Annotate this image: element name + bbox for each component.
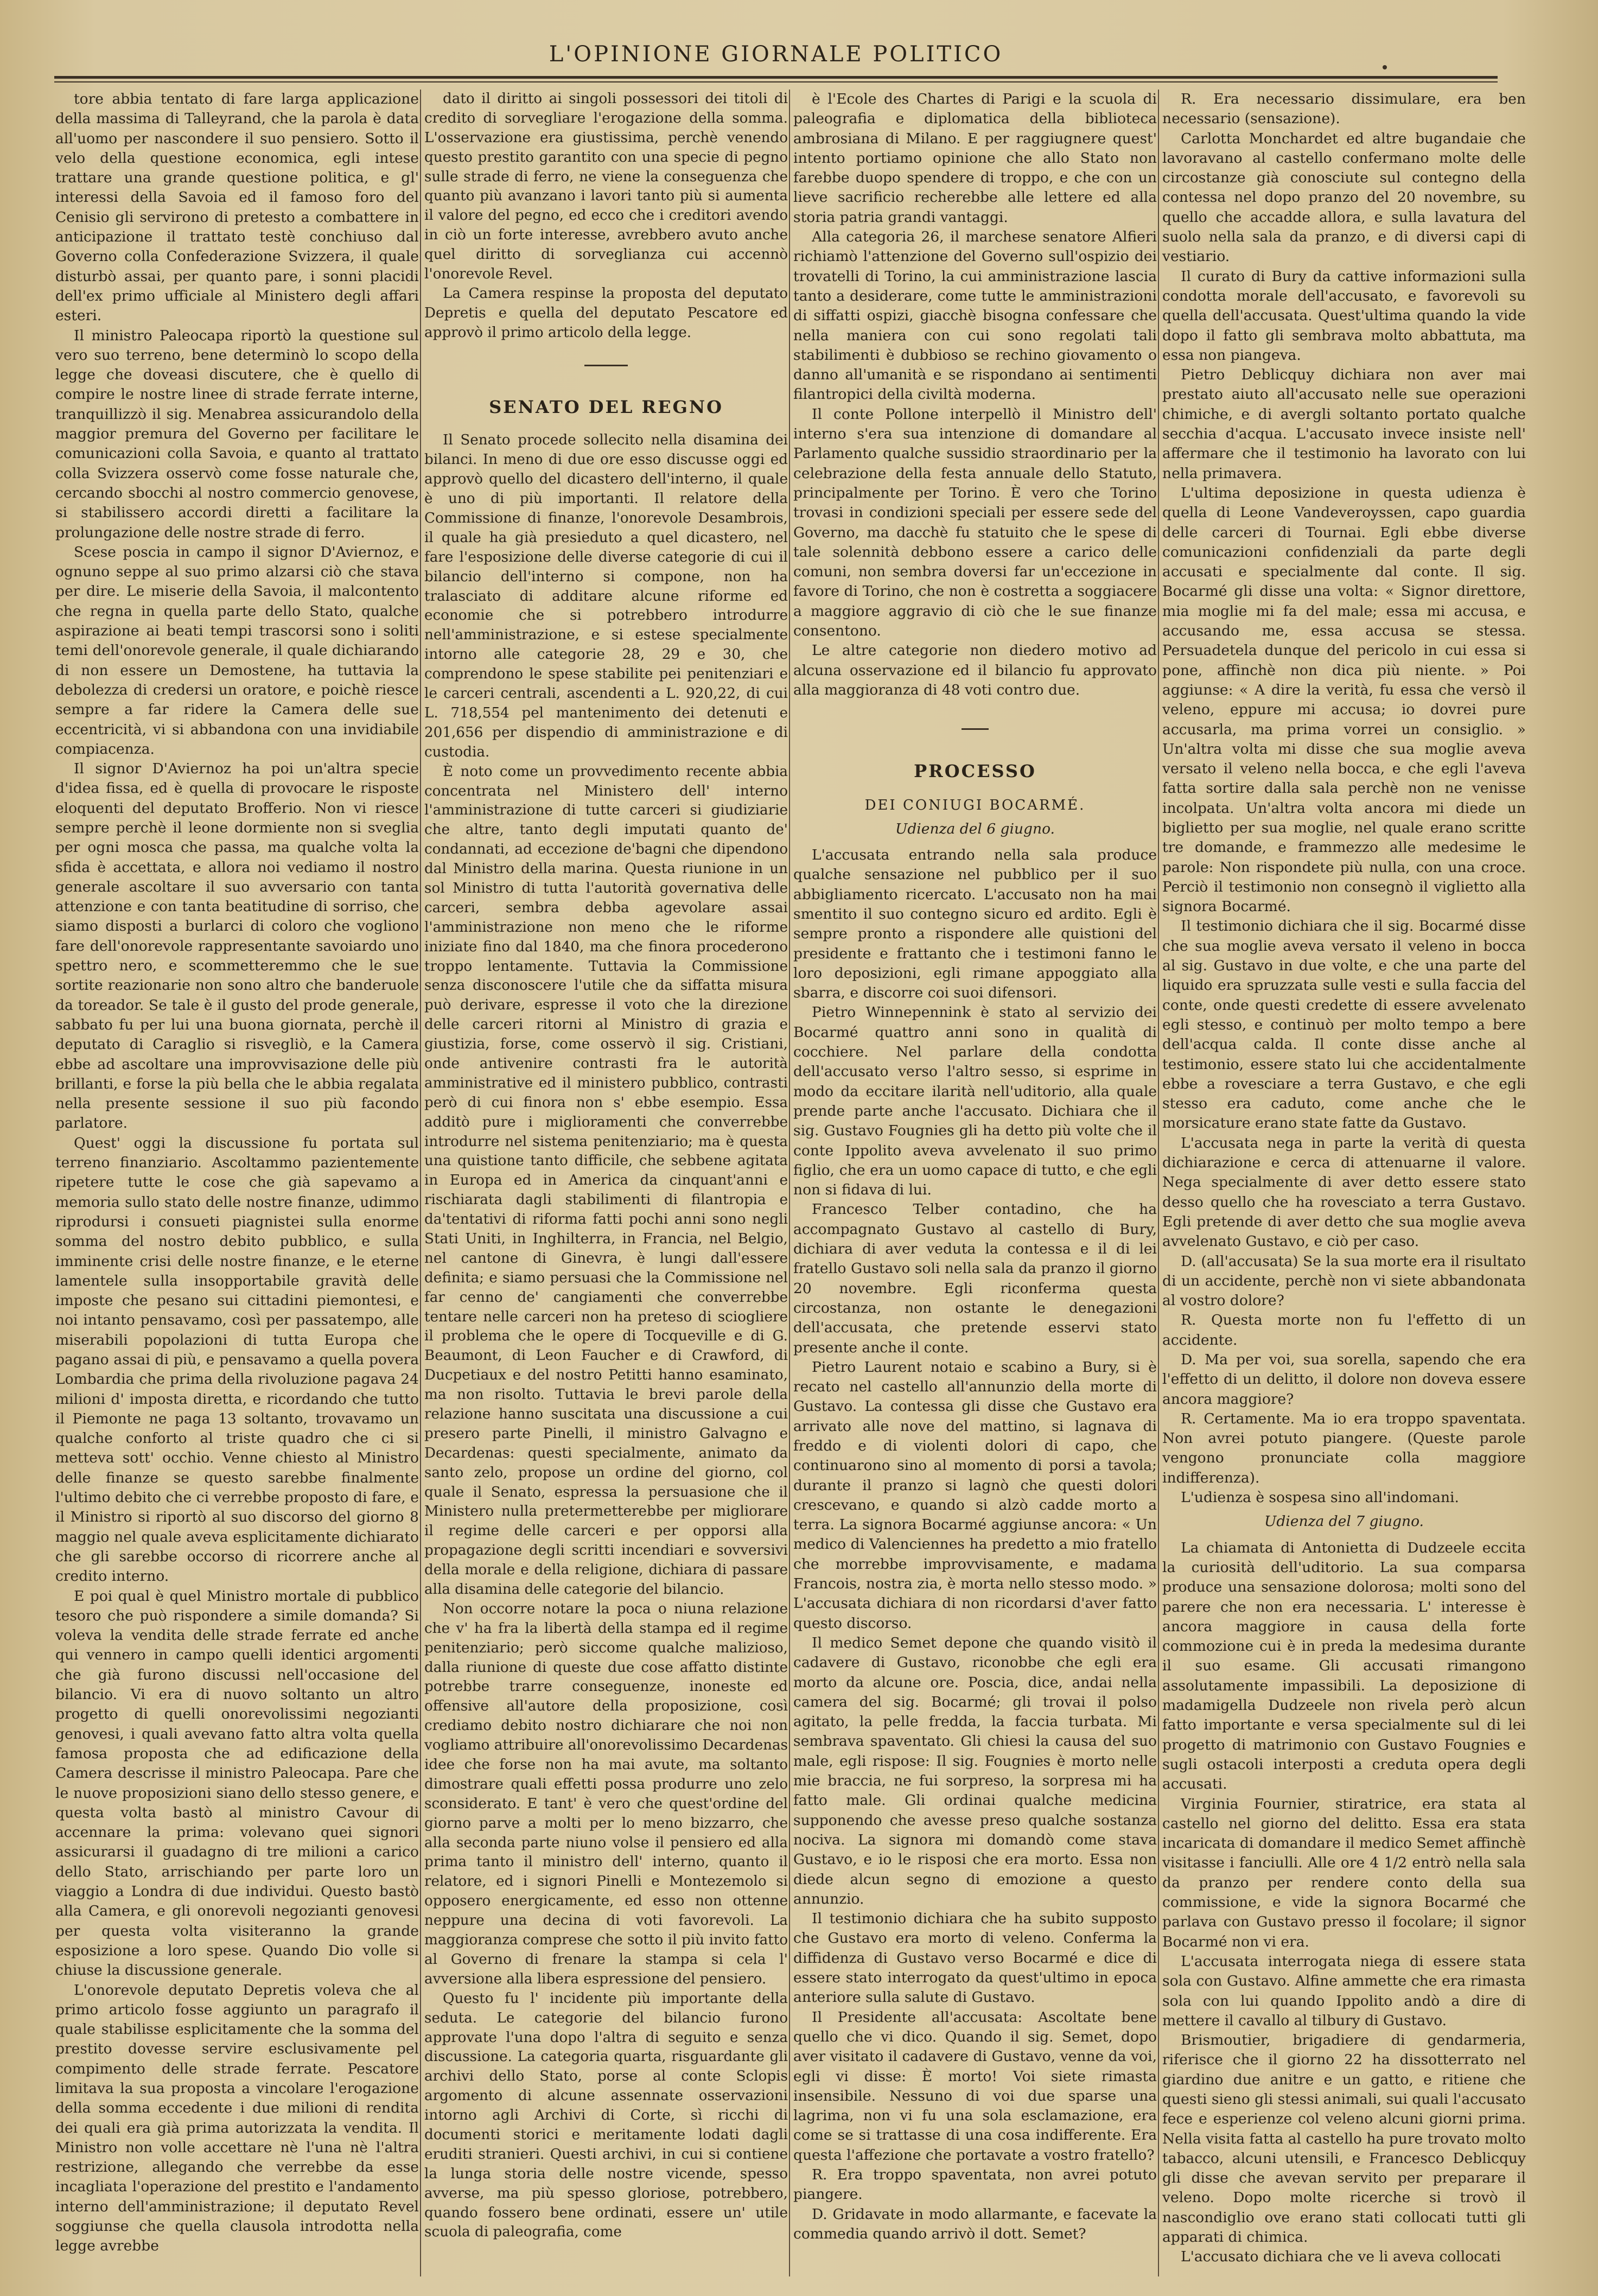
masthead-rule-thin: [54, 81, 1498, 82]
section-subtitle: DEI CONIUGI BOCARMÉ.: [864, 797, 1086, 813]
paragraph: Quest' oggi la discussione fu portata sul terreno finanziario. Ascoltammo pazientemente ripetere tutte le cose che già sapevamo a memoria sullo stato delle nostre finanze, udimmo riprodursi i consueti piagnistei sulla enorme somma del nostro debito pubblico, e sulla imminente crisi delle nostre finanze, e le eterne lamentele sulla insopportabile gravità delle imposte che pesano sui cittadini piemontesi, e noi intanto pensavamo, così per passatempo, alle miserabili popolazioni di tutta Europa che pagano assai di più, e pensavamo a quella povera Lombardia che prima della rivoluzione pagava 24 milioni d' imposta diretta, e ricordando che tutto il Piemonte ne paga 13 soltanto, trovavamo un qualche conforto al triste quadro che ci si metteva sott' occhio. Venne chiesto al Ministro delle finanze se questo sarebbe finalmente l'ultimo debito che ci verrebbe proposto di fare, e il Ministro si riportò al suo discorso del giorno 8 maggio nel quale aveva esplicitamente dichiarato che gli sarebbe occorso di ricorrere anche al credito interno.: [55, 1134, 419, 1585]
masthead-rule-thick: [54, 76, 1498, 79]
paragraph: L'accusata nega in parte la verità di questa dichiarazione e cerca di attenuarne il valore. Nega specialmente di aver detto essere stato desso quello che ha rovesciato a terra Gustavo. Egli pretende di aver detto che sua moglie aveva avvelenato Gustavo, e ciò per caso.: [1162, 1134, 1526, 1250]
paragraph: Pietro Laurent notaio e scabino a Bury, si è recato nel castello all'annunzio della morte di Gustavo. La contessa gli disse che Gustavo era arrivato alle nove del mattino, si lagnava di freddo e di violenti dolori di capo, che continuarono sino al momento di porsi a tavola; durante il pranzo si lagnò che questi dolori crescevano, e quando si alzò cadde morto a terra. La signora Bocarmé aggiunse ancora: « Un medico di Valenciennes ha predetto a mio fratello che morrebbe improvvisamente, e madama Francois, nostra zia, è morta nello stesso modo. » L'accusata dichiara di non ricordarsi d'aver fatto questo discorso.: [793, 1358, 1157, 1632]
column-separator: [789, 90, 790, 2276]
column-3: [793, 90, 1157, 2276]
section-divider: [962, 728, 989, 730]
paragraph: L'onorevole deputato Depretis voleva che al primo articolo fosse aggiunto un paragrafo il quale stabilisse esplicitamente che la somma del prestito dovesse servire esclusivamente pel compimento delle strade ferrate. Pescatore limitava la sua proposta a vincolare l'erogazione della somma eccedente i due milioni di rendita dei quali era già prima autorizzata la vendita. Il Ministro non volle accettare nè l'una nè l'altra restrizione, allegando che verrebbe da esse incagliata l'operazione del prestito e l'andamento interno dell'amministrazione; il deputato Revel soggiunse che quella clausola introdotta nella legge avrebbe: [55, 1981, 419, 2255]
section-title-senato: SENATO DEL REGNO: [489, 396, 723, 417]
masthead-title: L'OPINIONE GIORNALE POLITICO: [549, 42, 1003, 67]
paragraph: Il conte Pollone interpellò il Ministro dell' interno s'era sua intenzione di domandare al Parlamento qualche sussidio straordinario per la celebrazione della festa annuale dello Statuto, principalmente per Torino. È vero che Torino trovasi in condizioni speciali per essere sede del Governo, ma dacchè fu statuito che le spese di tale solennità debbono essere a carico delle comuni, non sembra doversi far un'eccezione in favore di Torino, che non è costretta a soggiacere a maggiore aggravio di ciò che le sue finanze consentono.: [793, 405, 1157, 640]
paragraph: R. Certamente. Ma io era troppo spaventata. Non avrei potuto piangere. (Queste parole vengono pronunciate colla maggiore indifferenza).: [1162, 1410, 1526, 1486]
paragraph: R. Questa morte non fu l'effetto di un accidente.: [1162, 1312, 1526, 1349]
paragraph: Le altre categorie non diedero motivo ad alcuna osservazione ed il bilancio fu approvato alla maggioranza di 48 voti contro due.: [793, 642, 1157, 698]
paragraph: L'udienza è sospesa sino all'indomani.: [1181, 1489, 1459, 1506]
paragraph: R. Era necessario dissimulare, era ben necessario (sensazione).: [1162, 91, 1526, 128]
section-title-processo: PROCESSO: [914, 761, 1036, 782]
paragraph: Il Senato procede sollecito nella disamina dei bilanci. In meno di due ore esso discusse oggi ed approvò quello del dicastero dell'interno, il quale è uno di più importanti. Il relatore della Commissione di finanze, l'onorevole Desambrois, il quale ha già presieduto a quel dicastero, nel fare l'esposizione delle diverse categorie di cui il bilancio dell'interno si compone, non ha tralasciato di additare alcune riforme ed economie che si potrebbero introdurre nell'amministrazione, e si estese specialmente intorno alle categorie 28, 29 e 30, che comprendono le spese stabilite pei penitenziari e le carceri centrali, ascendenti a L. 920,22, di cui L. 718,554 pel mantenimento dei detenuti e 201,656 per dispendio di amministrazione e di custodia.: [424, 432, 788, 760]
paragraph: è l'Ecole des Chartes di Parigi e la scuola di paleografia e diplomatica della biblioteca ambrosiana di Milano. E per raggiugnere quest' intento portiamo opinione che allo Stato non farebbe duopo spendere di troppo, e che con un lieve sacrificio recherebbe alle lettere ed alla storia patria grandi vantaggi.: [793, 91, 1157, 226]
paragraph: tore abbia tentato di fare larga applicazione della massima di Talleyrand, che la parola è data all'uomo per nascondere il suo pensiero. Sotto il velo della questione economica, egli intese trattare una grande questione politica, e gl' interessi della Savoia ed il famoso foro del Cenisio gli servirono di pretesto a combattere in anticipazione il trattato testè conchiuso dal Governo colla Confederazione Svizzera, il quale disturbò assai, per quanto pare, i sonni placidi dell'ex primo ufficiale al Ministero degli affari esteri.: [55, 91, 419, 325]
paragraph: Il curato di Bury da cattive informazioni sulla condotta morale dell'accusato, e favorevoli su quella dell'accusata. Quest'ultima quando la vide dopo il fatto gli sembrava molto abbattuta, ma essa non piangeva.: [1162, 268, 1526, 364]
paragraph: Non occorre notare la poca o niuna relazione che v' ha fra la libertà della stampa ed il regime penitenziario; però siccome qualche malizioso, dalla riunione di queste due cose affatto distinte potrebbe trarre conseguenze, inoneste ed offensive all'autore della proposizione, così crediamo debito nostro dichiarare che noi non vogliamo attribuire all'onorevolissimo Decardenas idee che forse non ha mai avute, ma soltanto dimostrare quali effetti possa produrre uno zelo sconsiderato. E tant' è vero che quest'ordine del giorno parve a molti per lo meno bizzarro, che alla seconda parte niuno volse il pensiero ed alla prima tanto il ministro dell' interno, quanto il relatore, ed i signori Pinelli e Montezemolo si opposero energicamente, ed esso non ottenne neppure una decina di voti favorevoli. La maggioranza comprese che sotto il più invito fatto al Governo di frenare la stampa si cela l' avversione alla libera espressione del pensiero.: [424, 1600, 788, 1987]
paragraph: È noto come un provvedimento recente abbia concentrata nel Ministero dell' interno l'amministrazione di tutte carceri si giudiziarie che altre, tanto degli imputati quanto de' condannati, ad eccezione de'bagni che dipendono dal Ministro della marina. Questa riunione in un sol Ministro di tutta l'autorità governativa delle carceri, sembra debba agevolare assai l'amministrazione non meno che le riforme iniziate fino dal 1840, ma che finora procederono troppo lentamente. Tuttavia la Commissione senza disconoscere l'utile che da siffatta misura può derivare, espresse il voto che la direzione delle carceri ritorni al Ministro di grazia e giustizia, forse, come osservò il sig. Cristiani, onde antivenire contrasti fra le autorità amministrative ed il ministero pubblico, contrasti però di cui finora non s' ebbe esempio. Essa additò pure i miglioramenti che converrebbe introdurre nel sistema penitenziario; ma è questa una quistione tanto difficile, che sebbene agitata in Europa ed in America da cinquant'anni e rischiarata dagli stabilimenti di filantropia e da'tentativi di riforma fatti pochi anni sono negli Stati Uniti, in Inghilterra, in Francia, nel Belgio, nel cantone di Ginevra, è lungi dall'essere definita; e siamo persuasi che la Commissione nel far cenno de' cangiamenti che converrebbe tentare nelle carceri non ha preteso di sciogliere il problema che le opere di Tocqueville e di G. Beaumont, di Leon Faucher e di Crawford, di Ducpetiaux e del nostro Petitti hanno esaminato, ma non risolto. Tuttavia le brevi parole della relazione hanno suscitata una discussione a cui presero parte Pinelli, il ministro Galvagno e Decardenas: questi specialmente, animato da santo zelo, propose un ordine del giorno, col quale il Senato, espressa la persuasione che il Ministero nulla pretermetterebbe per migliorare il regime delle carceri e per opporsi alla propagazione degli scritti incendiari e sovversivi della morale e della religione, dichiara di passare alla disamina delle categorie del bilancio.: [424, 763, 788, 1598]
paragraph: E poi qual è quel Ministro mortale di pubblico tesoro che può rispondere a simile domanda? Si voleva la vendita delle strade ferrate ed anche qui vennero in campo quelli identici argomenti che già furono discussi nell'occasione del bilancio. Vi era di nuovo soltanto un altro progetto di quelli onorevolissimi negozianti genovesi, i quali avevano fatto altra volta quella famosa proposta che ad edificazione della Camera descrisse il ministro Paleocapa. Pare che le nuove proposizioni siano dello stesso genere, e questa volta bastò al ministro Cavour di accennare la prima: volevano quei signori assicurarsi il guadagno di tre milioni a carico dello Stato, arrischiando per parte loro un viaggio a Londra di due individui. Questo bastò alla Camera, e gli onorevoli negozianti genovesi per questa volta visiteranno la grande esposizione a loro spese. Quando Dio volle si chiuse la discussione generale.: [55, 1587, 419, 1979]
paragraph: Scese poscia in campo il signor D'Aviernoz, e ognuno seppe al suo primo alzarsi ciò che stava per dire. Le miserie della Savoia, il malcontento che regna in quella parte dello Stato, qualche aspirazione ai beati tempi trascorsi sono i soliti temi dell'onorevole generale, il quale dichiarando di non essere un Demostene, ha tuttavia la debolezza di credersi un oratore, e poichè riesce sempre a far ridere la Camera delle sue eccentricità, vi si abbandona con una invidiabile compiacenza.: [55, 543, 419, 758]
paragraph: L'accusata entrando nella sala produce qualche sensazione nel pubblico per il suo abbigliamento ricercato. L'accusato non ha mai smentito il suo contegno sicuro ed ardito. Egli è sempre pronto a rispondere alle quistioni del presidente e frattanto che i testimoni fanno le loro deposizioni, egli rimane appoggiato alla sbarra, e discorre coi suoi difensori.: [793, 847, 1157, 1002]
paragraph: Pietro Deblicquy dichiara non aver mai prestato aiuto all'accusato nelle sue operazioni chimiche, e di avergli soltanto portato qualche secchia d'acqua. L'accusato invece insiste nell' affermare che il testimonio ha lavorato con lui nella primavera.: [1162, 366, 1526, 482]
column-separator: [1158, 90, 1159, 2276]
paragraph: Carlotta Monchardet ed altre bugandaie che lavoravano al castello confermano molte delle circostanze già conosciute sul contegno della contessa nel dopo pranzo del 20 novembre, su quello che accadde allora, e sulla lavatura del suolo nella sala da pranzo, e di diversi capi di vestiario.: [1162, 130, 1526, 265]
section-divider: [584, 365, 628, 366]
paragraph: Il Presidente all'accusata: Ascoltate bene quello che vi dico. Quando il sig. Semet, dopo aver visitato il cadavere di Gustavo, venne da voi, egli vi disse: È morto! Voi siete rimasta insensibile. Nessuno di voi due sparse una lagrima, non vi fu una sola esclamazione, era come se si trattasse di una cosa indifferente. Era questa l'affezione che portavate a vostro fratello?: [793, 2008, 1157, 2164]
paragraph: D. Ma per voi, sua sorella, sapendo che era l'effetto di un delitto, il dolore non doveva essere ancora maggiore?: [1162, 1351, 1526, 1408]
paragraph: D. (all'accusata) Se la sua morte era il risultato di un accidente, perchè non vi siete abbandonata al vostro dolore?: [1162, 1252, 1526, 1309]
paragraph: Pietro Winnepennink è stato al servizio dei Bocarmé quattro anni sono in qualità di cocchiere. Nel parlare della condotta dell'accusato verso l'altro sesso, si esprime in modo da eccitare ilarità nell'uditorio, alla quale prende parte anche l'accusato. Dichiara che il sig. Gustavo Fougnies gli ha detto più volte che il conte Ippolito aveva avvelenato il suo primo figlio, che era un uomo capace di tutto, e che egli non si fidava di lui.: [793, 1004, 1157, 1199]
paragraph: Virginia Fournier, stiratrice, era stata al castello nel giorno del delitto. Essa era stata incaricata di domandare il medico Semet affinchè visitasse i fanciulli. Alle ore 4 1/2 entrò nella sala da pranzo per rendere conto della sua commissione, e vide la signora Bocarmé che parlava con Gustavo presso il focolare; il signor Bocarmé non vi era.: [1162, 1795, 1526, 1950]
paragraph: Il ministro Paleocapa riportò la questione sul vero suo terreno, bene determinò lo scopo della legge che doveasi discutere, che è quello di compire le nostre linee di strade ferrate interne, tranquillizzò il sig. Menabrea assicurandolo della maggior premura del Governo per facilitare le comunicazioni colla Savoia, e quanto al trattato colla Svizzera osservò come fosse naturale che, cercando sbocchi al nostro commercio genovese, si stabilissero accordi diretti a facilitare la prolungazione delle nostre strade di ferro.: [55, 327, 419, 541]
paragraph: R. Era troppo spaventata, non avrei potuto piangere.: [793, 2166, 1157, 2203]
paragraph: Il medico Semet depone che quando visitò il cadavere di Gustavo, riconobbe che egli era morto da alcune ore. Poscia, dice, andai nella camera del sig. Bocarmé; gli trovai il polso agitato, la pelle fredda, la faccia turbata. Mi sembrava spaventato. Gli chiesi la causa del suo male, egli rispose: Il sig. Fougnies è morto nelle mie braccia, ne fui sorpreso, la sorpresa mi ha fatto male. Gli ordinai qualche medicina supponendo che avesse preso qualche sostanza nociva. La signora mi domandò come stava Gustavo, e io le risposi che era morto. Essa non diede alcun segno di emozione a questo annunzio.: [793, 1634, 1157, 1907]
paragraph: Il testimonio dichiara che il sig. Bocarmé disse che sua moglie aveva versato il veleno in bocca al sig. Gustavo in due volte, e che una parte del liquido era spruzzata sulle vesti e sulla faccia del conte, onde questi credette di essere avvelenato egli stesso, e continuò per molto tempo a bere dell'acqua calda. Il conte disse anche al testimonio, essere stato lui che accidentalmente ebbe a rovesciare a terra Gustavo, e che egli stesso era caduto, come anche che le morsicature erano state fatte da Gustavo.: [1162, 918, 1526, 1132]
paragraph: Il testimonio dichiara che ha subito supposto che Gustavo era morto di veleno. Conferma la diffidenza di Gustavo verso Bocarmé e dice di essere stato interrogato da quest'ultimo in epoca anteriore sulla salute di Gustavo.: [793, 1910, 1157, 2006]
column-4: [1162, 90, 1526, 2276]
paragraph: L'accusata interrogata niega di essere stata sola con Gustavo. Alfine ammette che era rimasta sola con lui quando Ippolito andò a dire di mettere il cavallo al tilbury di Gustavo.: [1162, 1952, 1526, 2029]
paragraph: L'accusato dichiara che ve li aveva collocati: [1181, 2248, 1501, 2266]
paragraph: dato il diritto ai singoli possessori dei titoli di credito di sorvegliare l'erogazione della somma. L'osservazione era giustissima, perchè venendo questo prestito garantito con una specie di pegno sulle strade di ferro, ne viene la conseguenza che quanto più avanzano i lavori tanto più si aumenta il valore del pegno, ed ecco che i creditori avendo in ciò un forte interesse, avrebbero avuto anche quel diritto di sorveglianza cui accennò l'onorevole Revel.: [424, 91, 788, 283]
hearing-date: Udienza del 6 giugno.: [895, 820, 1055, 837]
page-mark: [1383, 65, 1387, 69]
column-separator: [420, 90, 421, 2276]
paragraph: Questo fu l' incidente più importante della seduta. Le categorie del bilancio furono approvate l'una dopo l'altra di seguito e senza discussione. La categoria quarta, risguardante gli archivi dello Stato, porse al conte Sclopis argomento di alcune assennate osservazioni intorno agli Archivi di Corte, sì ricchi di documenti storici e meritamente lodati dagli eruditi stranieri. Questi archivi, in cui si contiene la lunga storia delle nostre vicende, spesso avverse, ma più spesso gloriose, potrebbero, quando fossero bene ordinati, essere un' utile scuola di paleografia, come: [424, 1990, 788, 2241]
column-2: [424, 90, 788, 2276]
hearing-date: Udienza del 7 giugno.: [1264, 1513, 1424, 1530]
paragraph: Il signor D'Aviernoz ha poi un'altra specie d'idea fissa, ed è quella di provocare le risposte eloquenti del deputato Brofferio. Non vi riesce sempre perchè il leone dormiente non si sveglia per ogni mosca che passa, ma qualche volta la sfida è accettata, e allora noi vediamo il nostro generale ascoltare il suo avversario con tanta attenzione e con tanta beatitudine di sorriso, che siamo disposti a burlarci di coloro che vogliono fare dell'onorevole rappresentante savoiardo uno spettro nero, e scommetteremmo che le sue sortite reazionarie non sono altro che banderuole da toreador. Se tale è il gusto del prode generale, sabbato fu per lui una buona giornata, perchè il deputato di Caraglio si risvegliò, e la Camera ebbe ad ascoltare una improvvisazione delle più brillanti, e forse la più bella che le abbia regalata nella presente sessione il suo più facondo parlatore.: [55, 760, 419, 1132]
paragraph: L'ultima deposizione in questa udienza è quella di Leone Vandeveroyssen, capo guardia delle carceri di Tournai. Egli ebbe diverse comunicazioni confidenziali da parte degli accusati e specialmente dal conte. Il sig. Bocarmé gli disse una volta: « Signor direttore, mia moglie mi fa del male; essa mi accusa, e accusando me, essa accusa se stessa. Persuadetela dunque del pericolo in cui essa si pone, affinchè non dica più niente. » Poi aggiunse: « A dire la verità, fu essa che versò il veleno, eppure mi accusa; io dovrei pure accusarla, ma prima vorrei un consiglio. » Un'altra volta mi disse che sua moglie aveva versato il veleno nella bocca, e che egli l'aveva fatta sortire dalla sala perchè non ne venisse incolpata. Un'altra volta ancora mi diede un biglietto per sua moglie, nel quale erano scritte tre domande, e frammezzo alle medesime le parole: Non rispondete più nulla, con una croce. Perciò il testimonio non consegnò il viglietto alla signora Bocarmé.: [1162, 484, 1526, 915]
paragraph: La chiamata di Antonietta di Dudzeele eccita la curiosità dell'uditorio. La sua comparsa produce una sensazione dolorosa; molti sono del parere che non era necessaria. L' interesse è ancora maggiore in causa della forte commozione cui è in preda la medesima durante il suo esame. Gli accusati rimangono assolutamente impassibili. La deposizione di madamigella Dudzeele non rivela però alcun fatto importante e versa specialmente sul di lei progetto di matrimonio con Gustavo Fougnies e sugli ostacoli interposti a creduta opera degli accusati.: [1162, 1539, 1526, 1793]
paragraph: Alla categoria 26, il marchese senatore Alfieri richiamò l'attenzione del Governo sull'ospizio dei trovatelli di Torino, la cui amministrazione lascia tanto a desiderare, come tutte le amministrazioni di siffatti ospizi, giacchè bisogna confessare che nella maniera con cui sono regolati tali stabilimenti è dubbioso se rechino giovamento o danno all'umanità e se rispondano ai sentimenti filantropici della civiltà moderna.: [793, 228, 1157, 403]
column-1: [55, 90, 419, 2276]
paragraph: La Camera respinse la proposta del deputato Depretis e quella del deputato Pescatore ed approvò il primo articolo della legge.: [424, 285, 788, 341]
paragraph: Francesco Telber contadino, che ha accompagnato Gustavo al castello di Bury, dichiara di aver veduta la contessa e il di lei fratello Gustavo soli nella sala da pranzo il giorno 20 novembre. Egli riconferma questa circostanza, non ostante le denegazioni dell'accusata, che pretende esservi stato presente anche il conte.: [793, 1201, 1157, 1356]
paragraph: D. Gridavate in modo allarmante, e facevate la commedia quando arrivò il dott. Semet?: [793, 2205, 1157, 2242]
paragraph: Brismoutier, brigadiere di gendarmeria, riferisce che il giorno 22 ha dissotterrato nel giardino due anitre e un gatto, e ritiene che questi sieno gli stessi animali, sui quali l'accusato fece e esperienze col veleno alcuni giorni prima. Nella visita fatta al castello ha pure trovato molto tabacco, alcuni utensili, e Francesco Deblicquy gli disse che avevan servito per preparare il veleno. Dopo molte ricerche si trovò il nascondiglio ove erano stati collocati tutti gli apparati di chimica.: [1162, 2032, 1526, 2246]
